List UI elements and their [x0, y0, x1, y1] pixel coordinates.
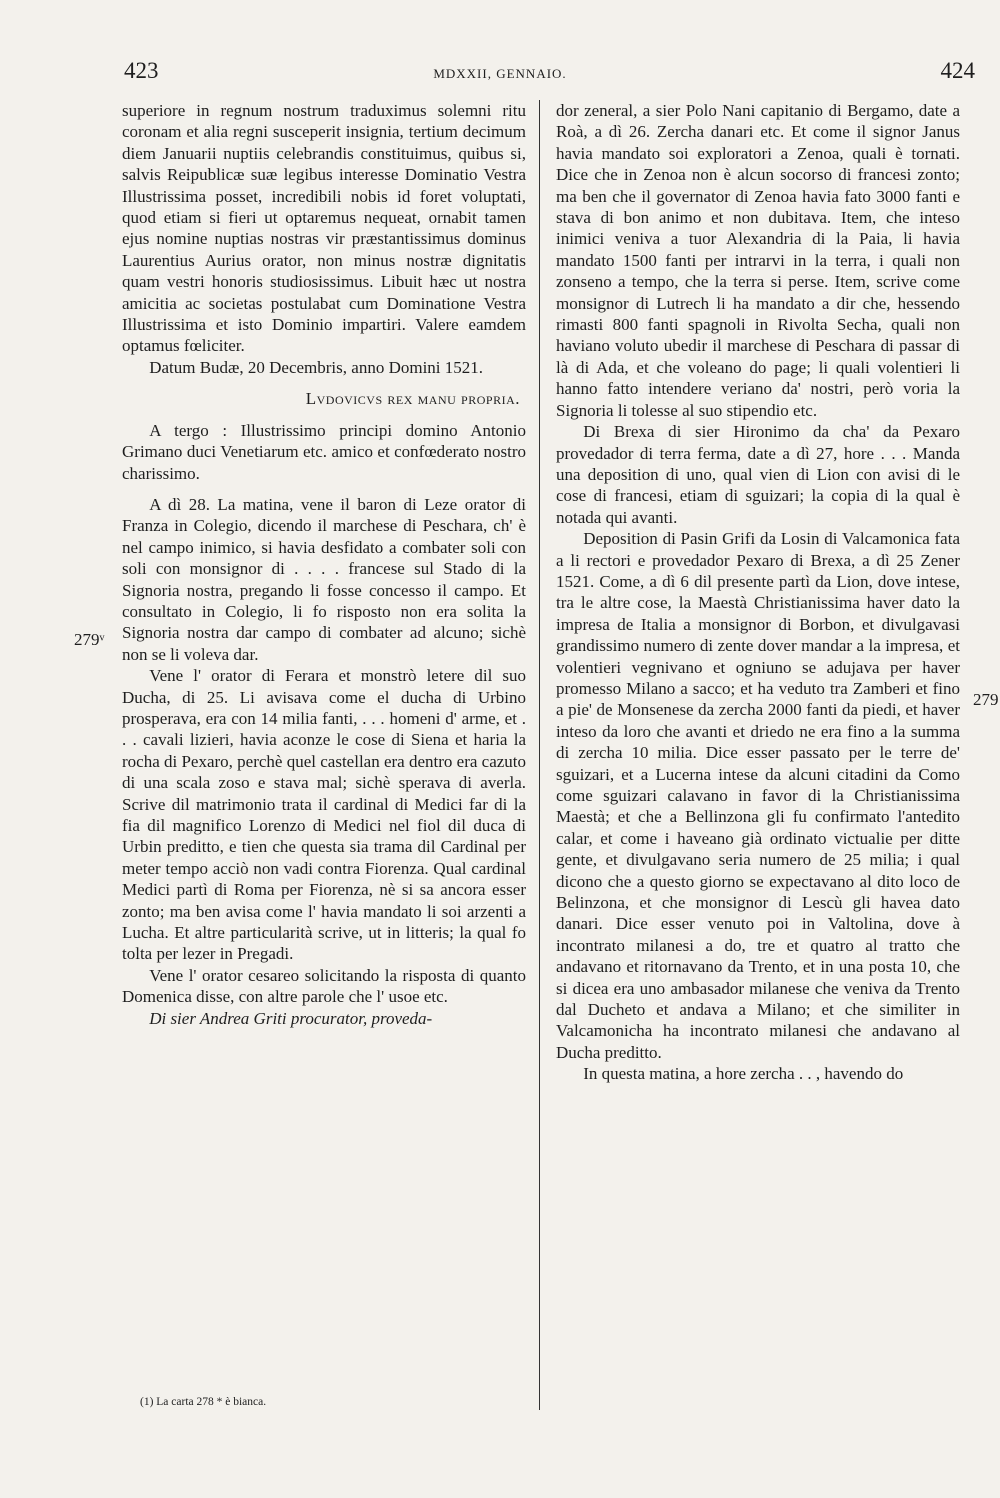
paragraph-deposition: Deposition di Pasin Grifi da Losin di Valcamonica fata a li rectori e provedador Pexaro di Brexa, a dì 25 Zener 1521. Come, a dì 6 dil presente partì da Lion, dove intese, tra le altre cose, la Maestà Christianissima haver dato la impresa de Italia a monsignor di Borbon, et divulgavasi grandissimo numero di zente dover mandar a la impresa, et volentieri vegnivano et ogniuno se adujava per haver promesso Milano a sacco; et ha veduto tra Zamberi et fino a pie' de Monsenese da zercha 2000 fanti da piedi, et haver inteso da loro che avanti et driedo ne era fino a la summa di zercha 10 milia. Dice esser passato per le terre de' sguizari, et a Lucerna intese da alcuni citadini da Como come sguizari calavano in favor di la Christianissima Maestà; et che a Bellinzona gli fu confirmato l'antedito calar, et come i haveano già ordinato victualie per ditte gente, et divulgavano seria numero de 25 milia; i qual dicono che a questo giorno se expectavano al dito loco de Belinzona, et che monsignor di Lescù gli havea dato danari. Dice esser venuto poi in Valtolina, dove à incontrato milanesi a do, tre et quatro al tratto che andavano et ritornavano da Trento, et in una posta 10, che si dicea era uno ambasador milanese che veniva da Trento dal Ducheto et andava a Milano; et che similiter in Valcamonicha ha incontrato milanesi che andavano al Ducha preditto. [556, 529, 960, 1062]
paragraph-brexa: Di Brexa di sier Hironimo da cha' da Pexaro provedador di terra ferma, date a dì 27, hore . . . Manda una deposition di uno, qual vien di Lion con avisi di le cose di francesi, etiam di sguizari; la copia di la qual è notada qui avanti. [556, 422, 960, 527]
running-title: MDXXII, GENNAIO. [433, 66, 567, 81]
column-divider [539, 100, 540, 1410]
paragraph-entry-28: A dì 28. La matina, vene il baron di Leze orator di Franza in Colegio, dicendo il marchese di Peschara, ch' è nel campo inimico, si havia desfidato a combater soli con soli con monsignor di . . . . francese sul Stado di la Signoria nostra, pregando li fosse concesso il campo. Et consultato in Colegio, li fo risposto non era solita la Signoria nostra dar campo di combater ad alcuno; sichè non se li voleva dar. [122, 494, 526, 664]
paragraph-griti-heading: Di sier Andrea Griti procurator, proveda- [149, 1008, 433, 1028]
margin-folio-left: 279ᵛ [74, 630, 105, 649]
right-column [556, 100, 960, 1085]
paragraph-cesareo: Vene l' orator cesareo solicitando la risposta di quanto Domenica disse, con altre parole che l' usoe etc. [122, 965, 526, 1007]
letter-date: Datum Budæ, 20 Decembris, anno Domini 1521. [149, 357, 484, 377]
margin-folio-right: 279 [973, 690, 999, 709]
paragraph-ferrara: Vene l' orator di Ferara et monstrò letere dil suo Ducha, di 25. Li avisava come el ducha di Urbino prosperava, era con 14 milia fanti, . . . homeni d' arme, et . . . cavali lizieri, havia aconze le cose di Siena et haria la rocha di Pexaro, perchè quel castellan era dentro era cazuto di una scala zoso e stava mal; sichè sperava di averla. Scrive dil matrimonio trata il cardinal di Medici far di la fia dil magnifico Lorenzo di Medici nel fiol dil duca di Urbin preditto, e tien che questa sia trama dil Cardinal per meter tempo acciò non vadi contra Fiorenza. Qual cardinal Medici partì di Roma per Fiorenza, nè si sa ancora esser zonto; ma ben avisa come l' havia mandato li soi arzenti a Lucha. Et altre particularità scrive, ut in litteris; la qual fo tolta per lezer in Pregadi. [122, 666, 527, 964]
page-number-right: 424 [940, 58, 975, 83]
paragraph-griti-cont: dor zeneral, a sier Polo Nani capitanio di Bergamo, date a Roà, a dì 26. Zercha danari etc. Et come il signor Janus havia mandato soi exploratori a Zenoa, quali è tornati. Dice che in Zenoa non è alcun socorso di francesi zonto; ma ben che il governator di Zenoa havia fato 3000 fanti e stava di bon animo et non dubitava. Item, che inteso inimici veniva a tuor Alexandria di la Paia, li havia mandato 1500 fanti per intrarvi in la terra, i quali non zonseno a tempo, che la terra si perse. Item, scrive come monsignor di Lutrech li ha mandato a dir che, hessendo rimasti 800 fanti spagnoli in Rivolta Secha, quali non haviano voluto ubedir il marchese di Peschara di passar di là di Ada, et che voleano do page; li quali volentieri li hanno fatto intendere veriano da' nostri, però voria la Signoria li tolesse al suo stipendio etc. [556, 101, 960, 420]
paragraph-questa-matina: In questa matina, a hore zercha . . , havendo do [583, 1064, 904, 1084]
footnote: (1) La carta 278 * è bianca. [140, 1396, 267, 1408]
letter-body: superiore in regnum nostrum traduximus solemni ritu coronam et alia regni susceperit insignia, tertium decimum diem Januarii nuptiis celebrandis constituimus, quibus si, salvis Reipublicæ suæ legibus interesse Dominatio Vestra Illustrissima posset, incredibili nobis id foret voluptati, quod etiam si fieri ut optaremus nequeat, ornabit tamen ejus nomine nuptias nostras vir præstantissimus dominus Laurentius Aurius orator, non minus nostræ dignitatis quam vestri honoris studiosissimus. Libuit hæc ut nostra amicitia ac societas postulabat cum Dominatione Vestra Illustrissima et isto Dominio impartiri. Valere eamdem optamus fœliciter. [122, 101, 526, 356]
letter-signature: Lvdovicvs rex manu propria. [305, 389, 520, 409]
page-header [0, 58, 1000, 98]
left-column [122, 100, 526, 1029]
page-number-left: 423 [124, 58, 159, 83]
letter-address: A tergo : Illustrissimo principi domino Antonio Grimano duci Venetiarum etc. amico et confœderato nostro charissimo. [122, 420, 526, 483]
